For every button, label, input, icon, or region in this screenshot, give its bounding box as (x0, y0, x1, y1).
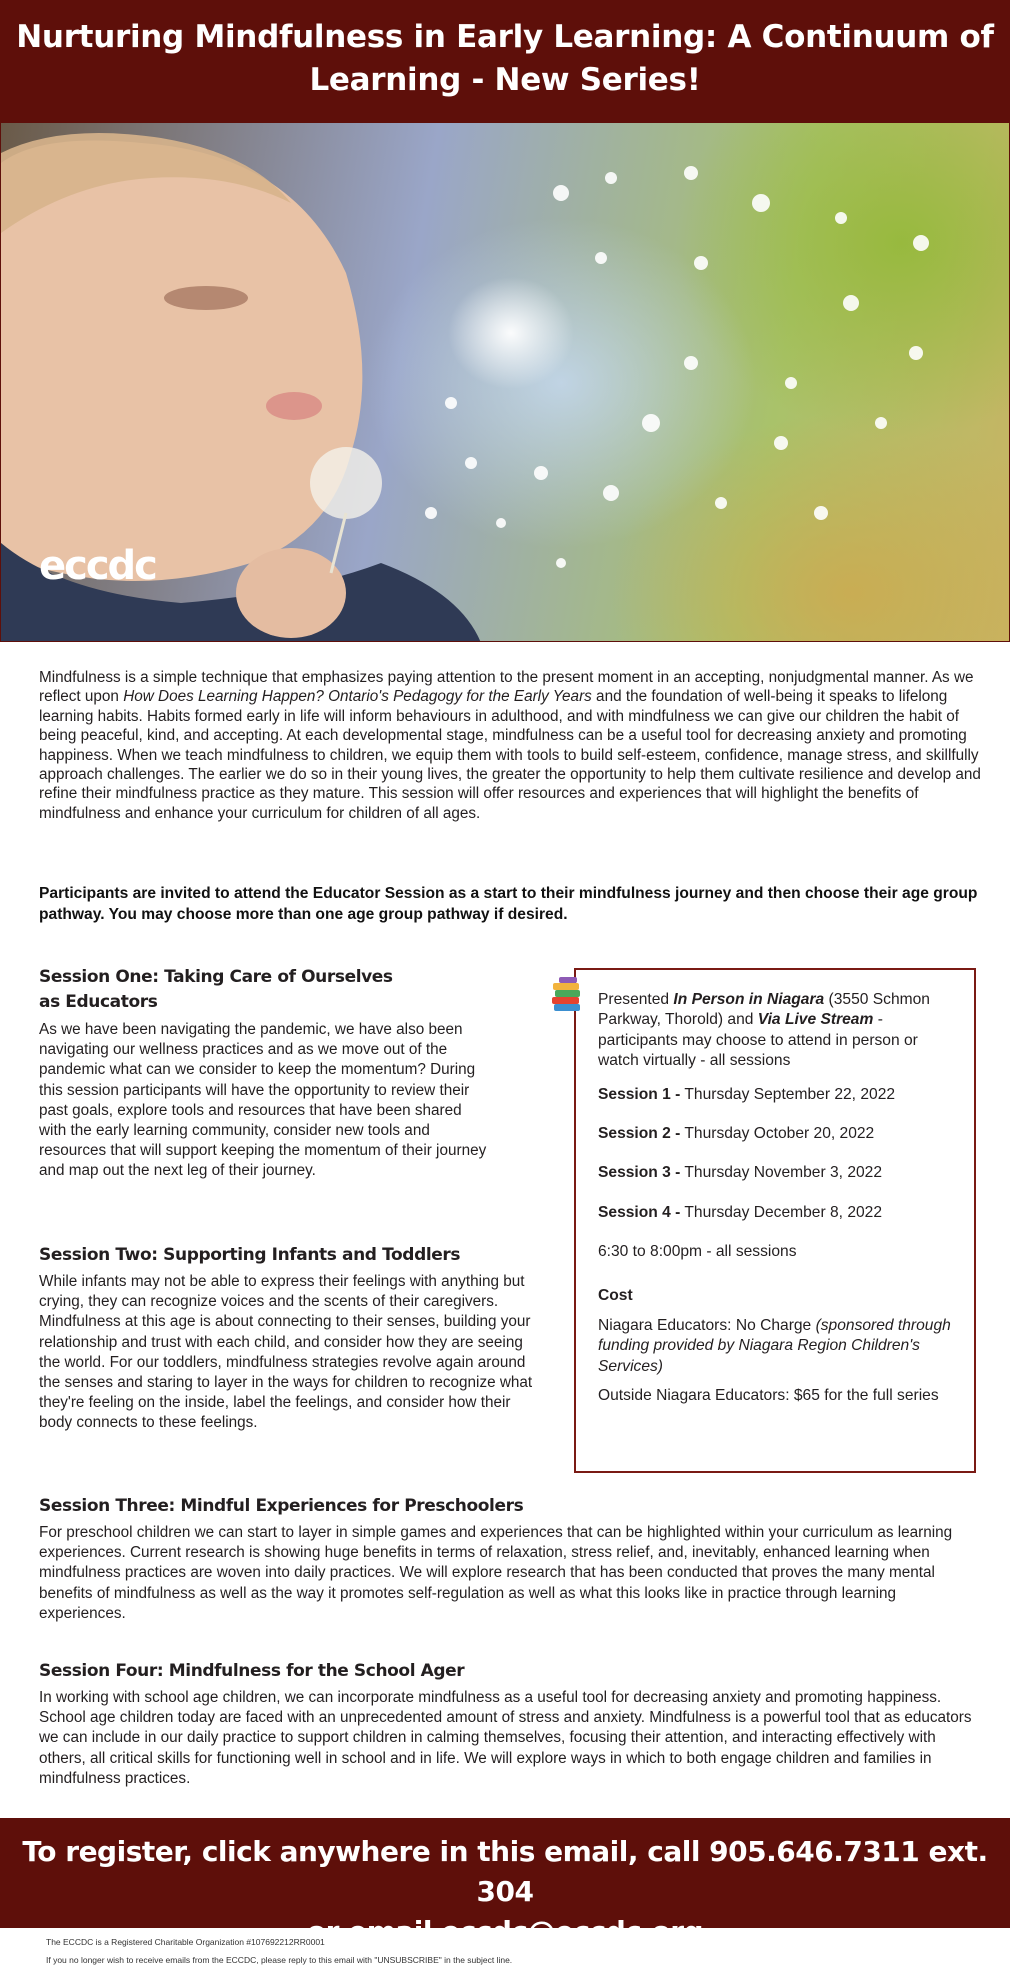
session-date-label: Session 2 - (598, 1125, 681, 1143)
session-date-value: Thursday October 20, 2022 (680, 1125, 875, 1143)
session-three-title: Session Three: Mindful Experiences for Preschoolers (39, 1496, 524, 1516)
register-line-2: or email eccdc@eccdc.org (306, 1915, 704, 1948)
page-header[interactable] (0, 0, 1010, 122)
hero-image[interactable] (0, 122, 1010, 642)
session-one-description: As we have been navigating the pandemic, we have also been navigating our wellness practices and as we move out of the pandemic what can we consider to keep the momentum? During this session participants will have the opportunity to review their past goals, explore tools and resources that have been shared with the early learning community, consider new tools and resources that will support keeping the momentum of their journey and map out the next leg of their journey. (39, 1021, 487, 1180)
session-date-value: Thursday November 3, 2022 (680, 1164, 883, 1182)
presented-suffix: - participants may choose to attend in person or watch virtually - all sessions (598, 1011, 918, 1070)
session-two-title: Session Two: Supporting Infants and Toddlers (39, 1245, 461, 1265)
dandelion-head (310, 447, 382, 519)
session-four-title: Session Four: Mindfulness for the School Ager (39, 1661, 465, 1681)
child-eye-shape (164, 286, 248, 310)
niagara-cost-value: Niagara Educators: No Charge (598, 1317, 816, 1335)
books-icon (550, 976, 584, 1016)
page-title-line-1: Nurturing Mindfulness in Early Learning: A Continuum of (16, 19, 994, 55)
intro-publication-title: How Does Learning Happen? Ontario's Pedagogy for the Early Years (123, 688, 592, 706)
session-four-description: In working with school age children, we can incorporate mindfulness as a useful tool for decreasing anxiety and promoting happiness. School age children today are faced with an unprecedented amount of stress and anxiety. Mindfulness is a powerful tool that as educators we can include in our daily practice to support children in calming themselves, focusing their attention, and interacting effectively with others, all critical skills for functioning well in school and in life. We will explore ways in which to both engage children and families in mindfulness practices. (39, 1689, 972, 1787)
intro-text-part-1: Mindfulness is a simple technique that emphasizes paying attention to the present moment in an accepting, nonjudgmental manner. As we reflect upon (39, 669, 974, 706)
niagara-sponsor-note: (sponsored through funding provided by Niagara Region Children's Services) (598, 1317, 951, 1375)
session-date-label: Session 4 - (598, 1203, 681, 1221)
session-date (598, 1163, 954, 1183)
session-date-label: Session 3 - (598, 1164, 681, 1182)
niagara-cost (598, 1316, 954, 1377)
presented-prefix: Presented (598, 991, 674, 1008)
register-line-1: To register, click anywhere in this email, call 905.646.7311 ext. 304 (22, 1835, 988, 1908)
intro-text-part-2: and the foundation of well-being it speaks to lifelong learning habits. Habits formed early in life will inform behaviours in adulthood, and with mindfulness we can give our children the habit of being peaceful, kind, and accepting. At each developmental stage, mindfulness can be a useful tool for decreasing anxiety and promoting happiness. When we teach mindfulness to children, we equip them with tools to build self-esteem, confidence, manage stress, and skillfully approach challenges. The earlier we do so in their young lives, the greater the opportunity to help them cultivate resilience and develop and refine their mindfulness practice as they mature. This session will offer resources and experiences that will highlight the benefits of mindfulness and enhance your curriculum for children of all ages. (39, 688, 981, 822)
session-date-value: Thursday December 8, 2022 (680, 1203, 883, 1221)
session-time: 6:30 to 8:00pm - all sessions (598, 1243, 797, 1261)
session-info-box (574, 968, 976, 1473)
session-two-description: While infants may not be able to express their feelings with anything but crying, they can recognize voices and the scents of their caregivers. Mindfulness at this age is about connecting to their senses, building your relationship and trust with each child, and consider how they are seeing the world. For our toddlers, mindfulness strategies revolve again around the senses and staring to layer in the ways for children to recognize what they're feeling on the inside, label the feelings, and consider how their body connects to these feelings. (39, 1273, 533, 1432)
session-date (598, 1124, 954, 1144)
session-date (598, 1085, 954, 1105)
unsubscribe-note: If you no longer wish to receive emails from the ECCDC, please reply to this email with "UNSUBSCRIBE" in the subject line. (46, 1955, 513, 1965)
child-hand-shape (236, 548, 346, 638)
intro-paragraph (39, 668, 984, 823)
in-person-label: In Person in Niagara (673, 991, 825, 1008)
child-lips-shape (266, 392, 322, 420)
session-three-description: For preschool children we can start to layer in simple games and experiences that can be highlighted within your curriculum as learning experiences. Current research is showing huge benefits in terms of relaxation, stress relief, and, inevitably, enhanced learning when mindfulness practices are woven into daily practices. We will explore research that has been conducted that proves the many mental benefits of mindfulness as well as the way it promotes self-regulation as well as what this looks like in practice through learning experiences. (39, 1524, 953, 1622)
page-title-line-2: Learning - New Series! (309, 62, 701, 98)
session-date-label: Session 1 - (598, 1085, 681, 1103)
session-one-title: Session One: Taking Care of Ourselves as Educators (39, 967, 393, 1012)
child-face-shape (1, 141, 362, 582)
dandelion-stem (331, 513, 346, 573)
live-stream-label: Via Live Stream (757, 1011, 874, 1029)
venue-address: (3550 Schmon Parkway, Thorold) and (598, 991, 930, 1029)
cost-heading: Cost (598, 1286, 633, 1304)
session-date-value: Thursday September 22, 2022 (680, 1085, 896, 1103)
participants-note: Participants are invited to attend the Educator Session as a start to their mindfulness journey and then choose their age group pathway. You may choose more than one age group pathway if desired. (39, 885, 978, 923)
eccdc-logo: eccdc (39, 543, 156, 589)
outside-niagara-cost: Outside Niagara Educators: $65 for the full series (598, 1387, 939, 1405)
session-date (598, 1203, 954, 1223)
charity-registration-note: The ECCDC is a Registered Charitable Organization #107692212RR0001 (46, 1937, 325, 1947)
presented-format (598, 990, 954, 1072)
floating-seeds (425, 166, 929, 568)
